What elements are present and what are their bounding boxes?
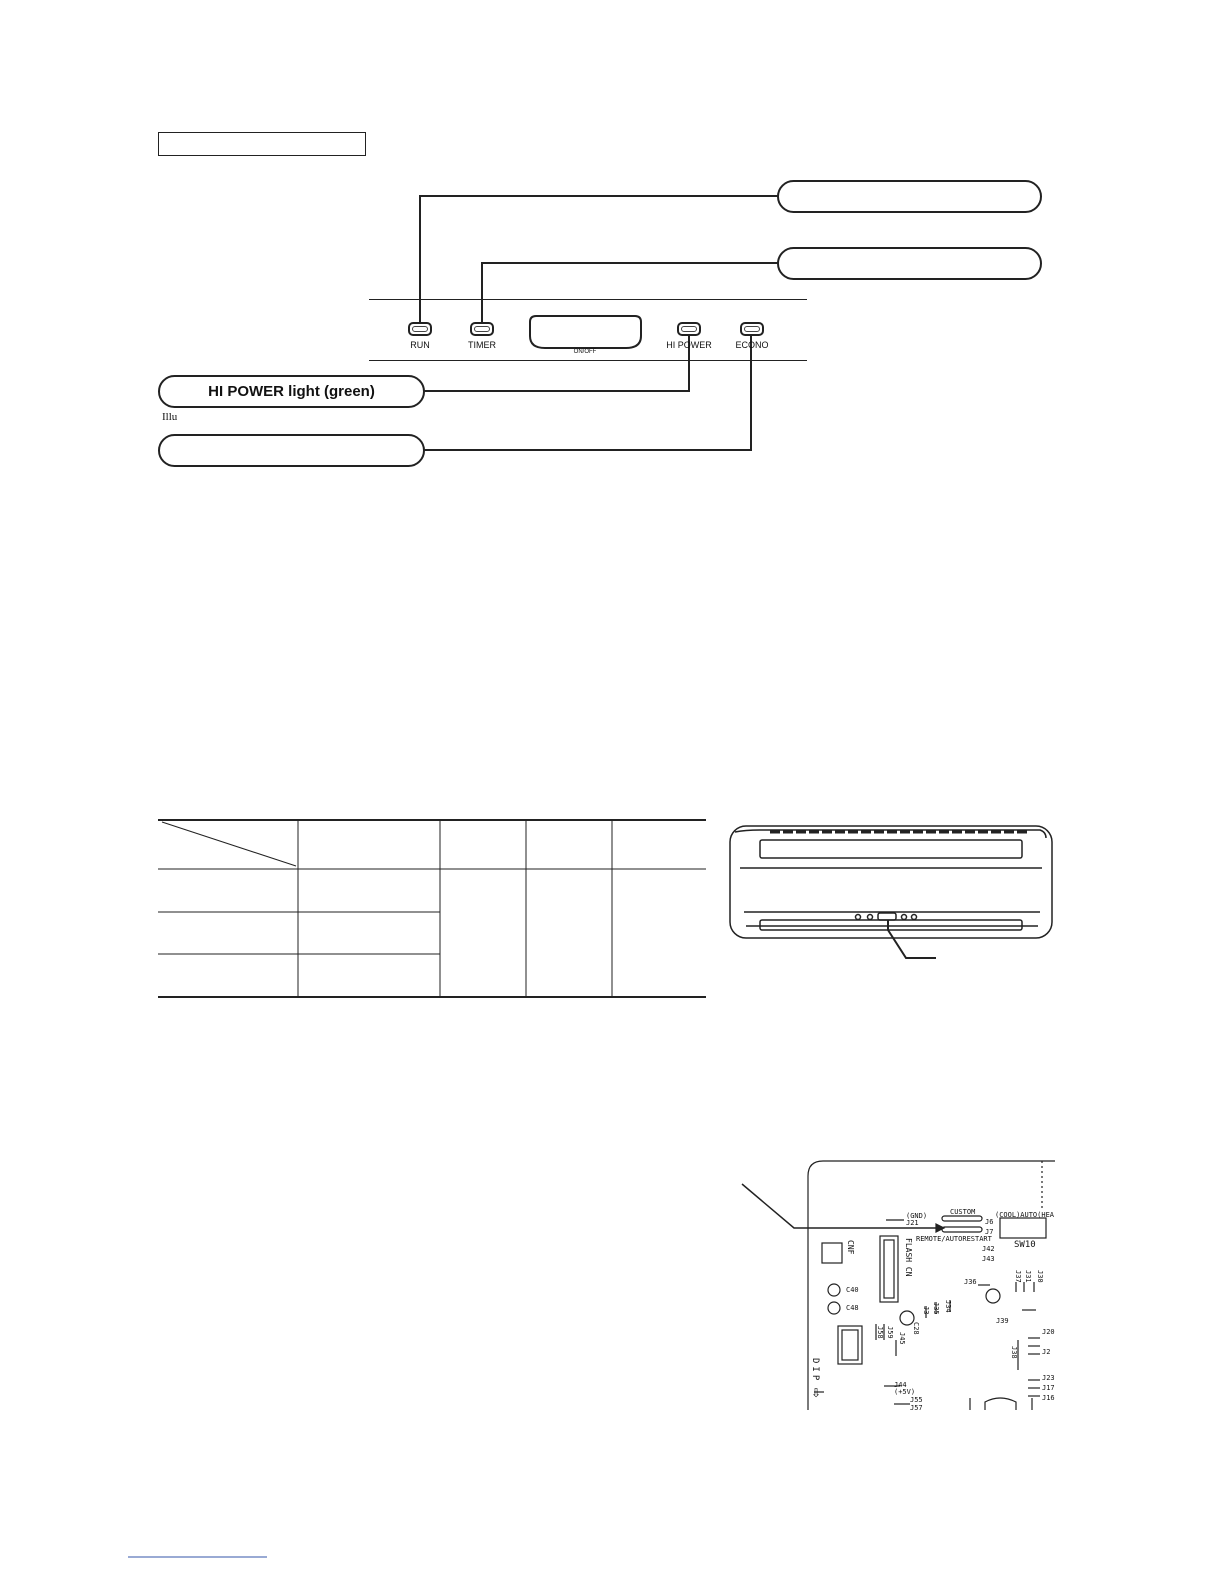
pcb-c40-label: C40 (846, 1286, 859, 1294)
pcb-cnf-label: CNF (846, 1240, 855, 1255)
illumination-note: Illu (162, 411, 178, 423)
pcb-j16-label: J16 (1042, 1394, 1055, 1402)
pcb-c28-label: C28 (912, 1322, 920, 1335)
pcb-remote-autorestart-label: REMOTE/AUTORESTART (916, 1235, 992, 1243)
run-led-icon (408, 322, 432, 336)
panel-top-edge (369, 299, 807, 300)
pcb-j17-label: J17 (1042, 1384, 1055, 1392)
pcb-flash-cn-label: FLASH CN (904, 1238, 913, 1277)
pcb-sw10-label: SW10 (1014, 1240, 1036, 1250)
pcb-j23-label: J23 (1042, 1374, 1055, 1382)
onoff-button-label: ON/OFF (573, 349, 597, 355)
pcb-j59-label: J59 (886, 1326, 894, 1339)
indoor-unit-illustration (730, 826, 1052, 958)
econo-led-icon (740, 322, 764, 336)
pcb-j3x-label: J3 (922, 1306, 930, 1315)
panel-bottom-edge (369, 360, 807, 361)
pcb-j20-label: J20 (1042, 1328, 1055, 1336)
pcb-5v-label: (+5V) (894, 1388, 916, 1396)
pcb-j31-label: J31 (1024, 1270, 1032, 1283)
pcb-gnd-label: (GND) (906, 1212, 928, 1220)
pcb-j35-label: J35 (932, 1302, 940, 1315)
pcb-j34-label: J34 (944, 1300, 952, 1313)
pcb-j7-label: J7 (985, 1228, 994, 1236)
pcb-dip-label: DIP (810, 1358, 820, 1384)
hi-power-light-callout (158, 375, 425, 408)
hi-power-led-label: HI POWER (666, 340, 712, 350)
pcb-j58-label: J58 (876, 1326, 884, 1339)
pcb-j38-label: J38 (1010, 1346, 1018, 1359)
pcb-mode-label: (COOL)AUTO(HEA (995, 1211, 1055, 1219)
run-light-callout (777, 180, 1042, 213)
pcb-j36-label: J36 (964, 1278, 977, 1286)
run-led-label: RUN (410, 340, 430, 350)
pcb-j57-label: J57 (910, 1404, 923, 1412)
pcb-custom-label: CUSTOM (950, 1208, 976, 1216)
pcb-j30-label: J30 (1036, 1270, 1044, 1283)
timer-light-callout (777, 247, 1042, 280)
pcb-j37-label: J37 (1014, 1270, 1022, 1283)
pcb-j39-label: J39 (996, 1317, 1009, 1325)
hi-power-led-icon (677, 322, 701, 336)
pcb-c48-label: C48 (846, 1304, 859, 1312)
table-lines (158, 820, 706, 997)
econo-led-label: ECONO (735, 340, 769, 350)
pcb-j42-label: J42 (982, 1245, 995, 1253)
pcb-j43-label: J43 (982, 1255, 995, 1263)
econo-light-callout (158, 434, 425, 467)
timer-led-label: TIMER (468, 340, 496, 350)
pcb-j2-label: J2 (1042, 1348, 1051, 1356)
dip-arrow-icon: ⇩ (811, 1386, 822, 1400)
hi-power-light-label: HI POWER light (green) (208, 383, 375, 400)
pcb-j55-label: J55 (910, 1396, 923, 1404)
pcb-j44-label: J44 (894, 1381, 907, 1389)
timer-led-icon (470, 322, 494, 336)
pcb-illustration (742, 1161, 1055, 1410)
pcb-j21-label: J21 (906, 1219, 919, 1227)
pcb-j6-label: J6 (985, 1218, 994, 1226)
pcb-j45-label: J45 (898, 1332, 906, 1345)
